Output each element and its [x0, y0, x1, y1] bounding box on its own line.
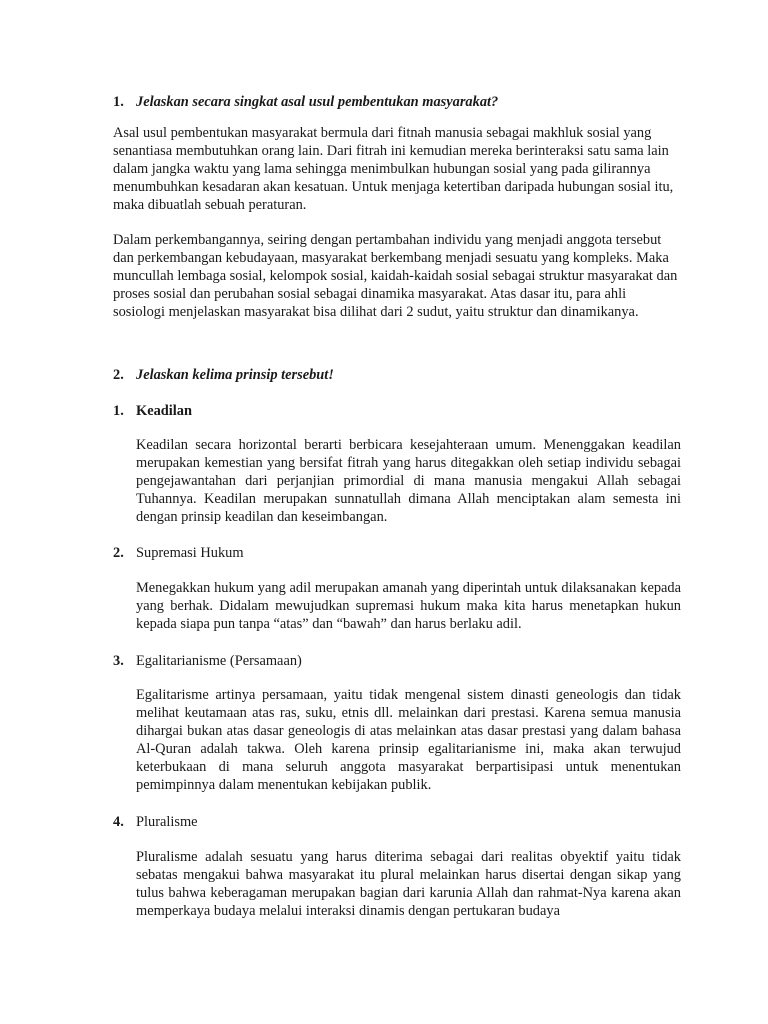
principle-2-heading — [113, 544, 244, 562]
answer-1-paragraph-2: Dalam perkembangannya, seiring dengan pertambahan individu yang menjadi anggota tersebut dan perkembangan kebudayaan, masyarakat berkembang menjadi sesuatu yang kompleks. Maka muncullah lembaga sosial, kelompok sosial, kaidah-kaidah sosial sebagai struktur masyarakat dan proses sosial dan perubahan sosial sebagai dinamika masyarakat. Atas dasar itu, para ahli sosiologi menjelaskan masyarakat bisa dilihat dari 2 sudut, yaitu struktur dan dinamikanya. — [113, 232, 678, 320]
principle-3-number: 3. — [113, 653, 124, 669]
principle-3-text: Egalitarisme artinya persamaan, yaitu tidak mengenal sistem dinasti geneologis dan tidak melihat keutamaan atas ras, suku, etnis dll. melainkan dari prestasi. Karena semua manusia dihargai bukan atas dasar geneologis di atas melainkan atas dasar prestasi yang dalam bahasa Al-Quran adalah takwa. Oleh karena prinsip egalitarianisme ini, maka akan terwujud keterbukaan di mana seluruh anggota masyarakat berpartisipasi untuk menentukan pemimpinnya dalam menentukan kebijakan publik. — [136, 687, 681, 793]
question-1-number: 1. — [113, 94, 124, 110]
question-2-number: 2. — [113, 367, 124, 383]
principle-4-heading — [113, 813, 198, 831]
principle-4-number: 4. — [113, 814, 124, 830]
question-2-title: Jelaskan kelima prinsip tersebut! — [136, 367, 334, 383]
principle-2-number: 2. — [113, 545, 124, 561]
principle-1-text: Keadilan secara horizontal berarti berbicara kesejahteraan umum. Menenggakan keadilan merupakan kemestian yang bersifat fitrah yang harus ditegakkan oleh setiap individu sebagai pengejawantahan dari perjanjian primordial di mana manusia mengakui Allah sebagai Tuhannya. Keadilan merupakan sunnatullah dimana Allah menciptakan alam semesta ini dengan prinsip keadilan dan keseimbangan. — [136, 437, 681, 525]
question-1-heading — [113, 93, 498, 111]
principle-1-number: 1. — [113, 403, 124, 419]
question-1-title: Jelaskan secara singkat asal usul pembentukan masyarakat? — [136, 94, 499, 110]
principle-4-text: Pluralisme adalah sesuatu yang harus diterima sebagai dari realitas obyektif yaitu tidak sebatas mengakui bahwa masyarakat itu plural melainkan harus disertai dengan sikap yang tulus bahwa keberagaman merupakan bagian dari karunia Allah dan rahmat-Nya karena akan memperkaya budaya melalui interaksi dinamis dengan pertukaran budaya — [136, 849, 681, 919]
principle-3-title: Egalitarianisme (Persamaan) — [136, 653, 302, 669]
principle-2-text: Menegakkan hukum yang adil merupakan amanah yang diperintah untuk dilaksanakan kepada yang berhak. Didalam mewujudkan supremasi hukum maka kita harus menetapkan hukun kepada siapa pun tanpa “atas” dan “bawah” dan harus berlaku adil. — [136, 580, 681, 632]
principle-1-title: Keadilan — [136, 403, 192, 419]
question-2-heading — [113, 366, 334, 384]
principle-4-title: Pluralisme — [136, 814, 198, 830]
principle-2-title: Supremasi Hukum — [136, 545, 244, 561]
answer-1-paragraph-1: Asal usul pembentukan masyarakat bermula dari fitnah manusia sebagai makhluk sosial yang senantiasa membutuhkan orang lain. Dari fitrah ini kemudian mereka berinteraksi satu sama lain dalam jangka waktu yang lama sehingga menimbulkan hubungan sosial yang pada gilirannya menumbuhkan kesadaran akan kesatuan. Untuk menjaga ketertiban daripada hubungan sosial itu, maka dibuatlah sebuah peraturan. — [113, 125, 674, 213]
principle-3-heading — [113, 652, 302, 670]
principle-1-heading — [113, 402, 192, 420]
